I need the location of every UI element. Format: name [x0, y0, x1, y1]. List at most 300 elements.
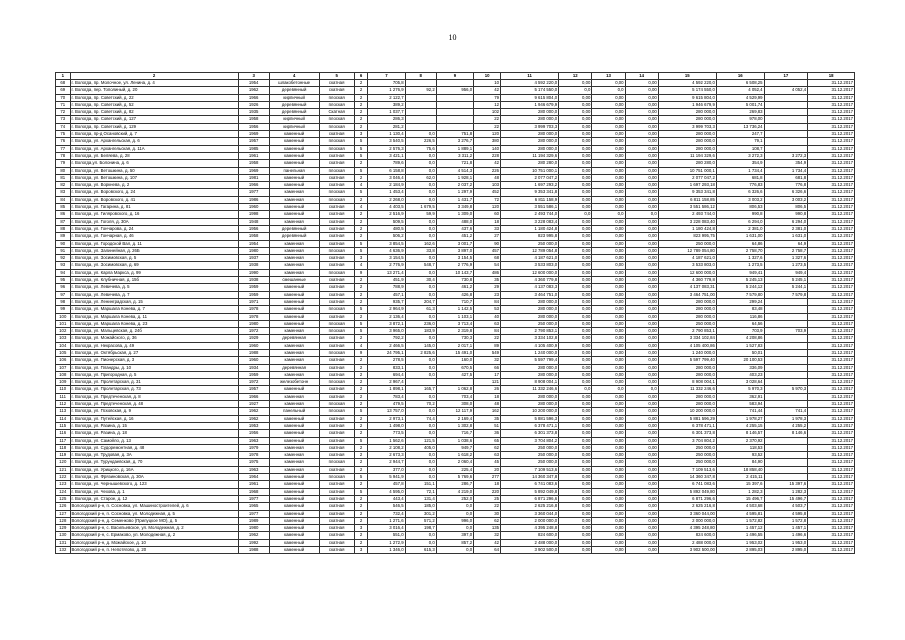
address-cell: г. Вологда, ул. Предтеченская, д. 48: [70, 401, 238, 408]
column-number-cell: 8: [405, 73, 436, 80]
table-cell: 72: [474, 196, 501, 203]
table-cell: 694,4: [368, 371, 405, 378]
table-cell: 121: [474, 379, 501, 386]
table-cell: 1980: [238, 247, 269, 254]
table-cell: 280 000,0: [501, 393, 559, 400]
table-cell: 716,7: [436, 430, 473, 437]
table-cell: 79,1: [716, 138, 764, 145]
table-cell: 681,8: [716, 174, 764, 181]
table-cell: 15 496,7: [716, 495, 764, 502]
table-cell: 0,00: [625, 328, 658, 335]
table-row: [56, 123, 855, 130]
table-cell: 3: [354, 131, 367, 138]
table-cell: 0,00: [592, 123, 625, 130]
table-cell: каменный: [269, 415, 319, 422]
table-cell: скатная: [319, 291, 354, 298]
table-cell: 2: [354, 364, 367, 371]
table-cell: 0,00: [625, 547, 658, 554]
table-cell: 0,00: [625, 510, 658, 517]
table-row: [56, 240, 855, 247]
table-cell: 681,8: [764, 174, 808, 181]
table-cell: 26: [474, 386, 501, 393]
table-cell: скатная: [319, 277, 354, 284]
table-cell: [405, 109, 436, 116]
table-cell: 457: [474, 247, 501, 254]
table-cell: 1956: [238, 123, 269, 130]
table-cell: [405, 80, 436, 87]
table-cell: 31.12.2017: [808, 298, 855, 305]
table-cell: 106: [56, 357, 71, 364]
table-cell: 31.12.2017: [808, 503, 855, 510]
table-cell: 250 000,0: [658, 444, 716, 451]
table-cell: 31.12.2017: [808, 80, 855, 87]
table-cell: 151,1: [405, 481, 436, 488]
table-cell: 1 273,5: [764, 262, 808, 269]
table-cell: 3 154,5: [436, 255, 473, 262]
table-cell: 1 276,9: [368, 87, 405, 94]
table-cell: [405, 94, 436, 101]
table-row: [56, 174, 855, 181]
table-cell: 0,00: [592, 277, 625, 284]
table-cell: 2: [354, 218, 367, 225]
table-cell: 3 228 083,4: [501, 218, 559, 225]
table-cell: 2 776,9: [436, 262, 473, 269]
table-cell: 111: [56, 393, 71, 400]
table-cell: 2 625 216,8: [658, 503, 716, 510]
address-cell: г. Вологда, ул. Фрязиновская, д. 30А: [70, 474, 238, 481]
table-cell: 548,7: [405, 262, 436, 269]
table-cell: 0,00: [592, 342, 625, 349]
table-cell: 0,00: [625, 182, 658, 189]
table-cell: 1988: [238, 547, 269, 554]
table-cell: 3 334 102,84: [658, 335, 716, 342]
address-cell: г. Вологда, ул. Псковская, д. 9: [70, 408, 238, 415]
table-cell: 269,83: [716, 109, 764, 116]
table-cell: 31.12.2017: [808, 131, 855, 138]
table-cell: 68: [56, 80, 71, 87]
address-cell: г. Вологда, ул. Старое, д. 12: [70, 495, 238, 502]
table-cell: скатная: [319, 364, 354, 371]
table-row: [56, 481, 855, 488]
table-row: [56, 131, 855, 138]
table-cell: 571,2: [405, 517, 436, 524]
table-cell: 31.12.2017: [808, 291, 855, 298]
table-cell: 42: [474, 539, 501, 546]
table-cell: 4 592 220,0: [658, 80, 716, 87]
table-cell: каменный: [269, 430, 319, 437]
table-cell: плоская: [319, 408, 354, 415]
table-cell: плоская: [319, 269, 354, 276]
table-cell: 0,00: [592, 459, 625, 466]
table-cell: 5 769,6: [436, 474, 473, 481]
table-cell: 1 297,9: [436, 189, 473, 196]
table-cell: [764, 379, 808, 386]
table-cell: 2: [354, 415, 367, 422]
table-cell: каменный: [269, 320, 319, 327]
table-cell: 776,83: [716, 182, 764, 189]
table-cell: 5 881 596,3: [501, 415, 559, 422]
table-cell: 81: [56, 174, 71, 181]
table-cell: 48: [474, 174, 501, 181]
table-cell: плоская: [319, 306, 354, 313]
table-cell: 3 999 703,3: [501, 123, 559, 130]
table-cell: 0,00: [559, 138, 592, 145]
table-cell: 2 077 047,2: [501, 174, 559, 181]
table-cell: 0,00: [625, 408, 658, 415]
table-cell: 250 000,0: [501, 459, 559, 466]
address-cell: г. Вологда, ул. Судоремонтная, д. 48: [70, 444, 238, 451]
table-cell: 31.12.2017: [808, 152, 855, 159]
address-cell: г. Вологда, ул. Пригородная, д. 5: [70, 371, 238, 378]
table-cell: 0,00: [625, 189, 658, 196]
table-cell: 14 360 347,8: [501, 474, 559, 481]
table-cell: скатная: [319, 525, 354, 532]
table-cell: 1938: [238, 262, 269, 269]
table-cell: 30,4: [405, 277, 436, 284]
table-cell: скатная: [319, 160, 354, 167]
address-cell: г. Вологда, ул. Самойло, д. 13: [70, 437, 238, 444]
table-cell: 0,00: [592, 80, 625, 87]
table-cell: 4 052,4: [764, 87, 808, 94]
table-cell: 2: [354, 277, 367, 284]
column-number-cell: 1: [56, 73, 71, 80]
table-cell: скатная: [319, 532, 354, 539]
table-cell: 31.12.2017: [808, 386, 855, 393]
table-cell: 0,00: [625, 342, 658, 349]
table-cell: 1 346,0: [368, 547, 405, 554]
address-cell: г. Вологда, ул. Трудовая, д. 3А: [70, 452, 238, 459]
table-cell: 1959: [238, 291, 269, 298]
table-cell: 0,00: [592, 401, 625, 408]
table-cell: каменная: [269, 342, 319, 349]
table-cell: 31.12.2017: [808, 109, 855, 116]
table-cell: 0,00: [559, 503, 592, 510]
table-cell: 2 000 000,0: [658, 517, 716, 524]
table-cell: каменная: [269, 349, 319, 356]
table-cell: 250 000,0: [501, 452, 559, 459]
table-cell: 2 758,7: [764, 247, 808, 254]
table-cell: 1 527,83: [716, 342, 764, 349]
table-cell: 0,00: [625, 80, 658, 87]
table-cell: 0,00: [592, 430, 625, 437]
table-cell: 1962: [238, 87, 269, 94]
column-number-cell: 2: [70, 73, 238, 80]
table-cell: 0,00: [592, 517, 625, 524]
table-cell: 1978: [238, 306, 269, 313]
table-cell: скатная: [319, 357, 354, 364]
table-cell: 95: [56, 277, 71, 284]
table-cell: каменная: [269, 189, 319, 196]
table-cell: 0,00: [559, 393, 592, 400]
table-cell: 0,0: [405, 167, 436, 174]
table-cell: 2: [354, 87, 367, 94]
table-cell: 6 741 083,6: [501, 481, 559, 488]
table-cell: 2 776,9: [368, 262, 405, 269]
address-cell: г. Вологда, ул. Залинейная, д. 26Б: [70, 247, 238, 254]
table-cell: 2: [354, 393, 367, 400]
table-cell: [764, 131, 808, 138]
table-cell: 0,00: [559, 145, 592, 152]
registry-table: [55, 72, 855, 554]
table-cell: 280 000,0: [501, 364, 559, 371]
table-cell: 31.12.2017: [808, 357, 855, 364]
table-cell: 5 892 049,80: [658, 488, 716, 495]
table-cell: деревянная: [269, 364, 319, 371]
table-cell: 0,0: [559, 386, 592, 393]
table-cell: 3 872,1: [368, 320, 405, 327]
table-cell: 121,5: [405, 437, 436, 444]
address-cell: г. Вологда, ул. Беляева, д. 28: [70, 152, 238, 159]
table-cell: каменный: [269, 474, 319, 481]
table-cell: 79: [474, 94, 501, 101]
table-cell: 0,00: [559, 488, 592, 495]
table-cell: 443,4: [368, 495, 405, 502]
table-cell: 6 811 158,85: [658, 196, 716, 203]
table-cell: 1965: [238, 503, 269, 510]
table-cell: 75: [56, 131, 71, 138]
table-cell: плоская: [319, 189, 354, 196]
table-cell: 2: [354, 298, 367, 305]
table-cell: 12 600 000,0: [658, 269, 716, 276]
table-cell: 10 751 000,1: [658, 167, 716, 174]
table-cell: 9: [354, 269, 367, 276]
table-cell: 0,0: [405, 393, 436, 400]
address-cell: г. Вологда, ул. Левичева, д. 7: [70, 291, 238, 298]
table-cell: 2 017,1: [436, 342, 473, 349]
table-cell: 1980: [238, 320, 269, 327]
table-cell: 0,00: [559, 284, 592, 291]
table-cell: 0,00: [592, 510, 625, 517]
table-cell: 3 016,4: [368, 525, 405, 532]
table-cell: 5: [354, 167, 367, 174]
table-cell: 15 397,6: [764, 481, 808, 488]
table-cell: 84: [56, 196, 71, 203]
table-cell: 0,00: [559, 547, 592, 554]
table-cell: 0,00: [625, 167, 658, 174]
table-cell: 0,0: [405, 233, 436, 240]
table-cell: 280 000,0: [501, 371, 559, 378]
table-cell: 24 795,1: [368, 349, 405, 356]
table-cell: скатная: [319, 131, 354, 138]
table-cell: 0,00: [625, 452, 658, 459]
table-cell: 40: [474, 313, 501, 320]
table-cell: 280 000,0: [501, 109, 559, 116]
table-cell: 0,00: [592, 379, 625, 386]
table-cell: 31.12.2017: [808, 313, 855, 320]
table-cell: 2: [354, 116, 367, 123]
table-cell: скатная: [319, 415, 354, 422]
table-cell: 583,94: [716, 401, 764, 408]
table-cell: 6 326,6: [764, 189, 808, 196]
table-cell: 0,00: [592, 393, 625, 400]
table-cell: 0,00: [592, 503, 625, 510]
table-cell: 0,00: [592, 525, 625, 532]
table-cell: 1985: [238, 145, 269, 152]
table-cell: 31.12.2017: [808, 247, 855, 254]
table-row: [56, 437, 855, 444]
table-cell: 0,0: [405, 313, 436, 320]
table-row: [56, 510, 855, 517]
table-cell: 22: [474, 123, 501, 130]
table-row: [56, 211, 855, 218]
table-cell: скатная: [319, 517, 354, 524]
table-cell: 1 978,27: [716, 415, 764, 422]
table-cell: 0,00: [625, 255, 658, 262]
table-row: [56, 182, 855, 189]
table-cell: скатная: [319, 422, 354, 429]
table-cell: 31.12.2017: [808, 211, 855, 218]
table-cell: 108: [56, 371, 71, 378]
table-cell: скатная: [319, 80, 354, 87]
table-cell: скатная: [319, 233, 354, 240]
table-cell: [764, 357, 808, 364]
table-row: [56, 517, 855, 524]
table-cell: [764, 393, 808, 400]
table-cell: 0,0: [405, 335, 436, 342]
table-cell: 42: [474, 160, 501, 167]
table-cell: плоская: [319, 401, 354, 408]
table-cell: 31.12.2017: [808, 474, 855, 481]
table-cell: 131: [56, 539, 71, 546]
table-cell: 783,4: [368, 393, 405, 400]
table-cell: 115: [56, 422, 71, 429]
table-cell: 0,00: [559, 474, 592, 481]
table-cell: 121: [56, 466, 71, 473]
table-cell: 2 576,3: [368, 145, 405, 152]
table-cell: 362,91: [716, 393, 764, 400]
table-cell: 1 327,6: [764, 255, 808, 262]
table-cell: 990,8: [764, 211, 808, 218]
table-cell: 0,00: [592, 145, 625, 152]
table-cell: 1 631,00: [716, 233, 764, 240]
table-cell: 225,4: [436, 466, 473, 473]
address-cell: г. Вологда, ул. Маршала Конева, д. 23: [70, 320, 238, 327]
table-cell: 0,0: [405, 452, 436, 459]
table-cell: 0,00: [559, 364, 592, 371]
table-cell: 280 000,0: [658, 138, 716, 145]
address-cell: г. Вологда, ул. Гончарная, д. 46: [70, 233, 238, 240]
table-cell: 280 000,0: [658, 371, 716, 378]
table-cell: 1 953,02: [716, 539, 764, 546]
table-cell: 79: [56, 160, 71, 167]
table-cell: 703,9: [764, 328, 808, 335]
table-cell: 0,00: [559, 196, 592, 203]
table-cell: каменный: [269, 306, 319, 313]
table-cell: 78: [56, 152, 71, 159]
address-cell: г. Вологда, пр. Молочное, ул. Ленина, д. 4: [70, 80, 238, 87]
table-cell: 2: [354, 481, 367, 488]
table-cell: 2: [354, 495, 367, 502]
table-cell: 103: [56, 335, 71, 342]
table-cell: 2: [354, 466, 367, 473]
table-cell: 280 000,0: [658, 313, 716, 320]
table-cell: 0,00: [592, 167, 625, 174]
table-row: [56, 364, 855, 371]
address-cell: г. Вологда, ул. Клубничная, д. 15б: [70, 277, 238, 284]
table-cell: 74: [56, 123, 71, 130]
table-cell: 3 001,7: [436, 240, 473, 247]
address-cell: г. Вологда, пр-д Осановский, д. 7: [70, 131, 238, 138]
table-cell: каменный: [269, 160, 319, 167]
table-cell: 2 895,0: [764, 547, 808, 554]
table-cell: 31.12.2017: [808, 269, 855, 276]
table-cell: 0,00: [592, 196, 625, 203]
column-number-cell: 13: [592, 73, 625, 80]
table-cell: 3 965,0: [368, 328, 405, 335]
table-cell: 6 741 083,6: [658, 481, 716, 488]
table-cell: 280 000,0: [658, 306, 716, 313]
table-cell: 1 103,1: [436, 313, 473, 320]
table-cell: 29: [474, 284, 501, 291]
table-cell: 2: [354, 517, 367, 524]
table-cell: 31.12.2017: [808, 510, 855, 517]
table-cell: 54: [474, 262, 501, 269]
table-cell: 123: [56, 481, 71, 488]
table-cell: 2 000 000,0: [501, 517, 559, 524]
table-cell: 506,2: [368, 233, 405, 240]
table-cell: 30: [474, 510, 501, 517]
table-cell: 2: [354, 459, 367, 466]
table-cell: [436, 80, 473, 87]
table-cell: 0,00: [625, 284, 658, 291]
table-cell: 0,00: [559, 306, 592, 313]
table-cell: 77: [56, 145, 71, 152]
table-cell: 3 228 083,40: [658, 218, 716, 225]
table-cell: 2: [354, 386, 367, 393]
table-cell: 1954: [238, 240, 269, 247]
table-row: [56, 116, 855, 123]
table-cell: 0,00: [559, 517, 592, 524]
table-cell: 12 789 054,80: [658, 247, 716, 254]
table-cell: 0,00: [592, 284, 625, 291]
table-cell: 31.12.2017: [808, 123, 855, 130]
address-cell: г. Вологда, ул. Ветошкина, д. 107: [70, 174, 238, 181]
address-cell: г. Вологда, пер. Тополиный, д. 20: [70, 87, 238, 94]
table-cell: плоская: [319, 379, 354, 386]
table-row: [56, 408, 855, 415]
table-cell: 457,1: [368, 291, 405, 298]
table-cell: 31.12.2017: [808, 349, 855, 356]
table-cell: 1 889,1: [436, 145, 473, 152]
table-cell: 8 908 004,1: [501, 379, 559, 386]
table-cell: 160,0: [436, 357, 473, 364]
table-cell: 1958: [238, 160, 269, 167]
table-cell: 2: [354, 101, 367, 108]
table-cell: 68: [474, 255, 501, 262]
table-row: [56, 525, 855, 532]
table-cell: 280 000,0: [658, 401, 716, 408]
table-cell: 806,53: [716, 204, 764, 211]
table-cell: скатная: [319, 152, 354, 159]
table-cell: плоская: [319, 145, 354, 152]
table-row: [56, 269, 855, 276]
table-cell: 10 200 000,0: [501, 408, 559, 415]
table-cell: 299,24: [716, 298, 764, 305]
table-cell: 5 941,9: [368, 474, 405, 481]
table-cell: 4: [354, 182, 367, 189]
address-cell: г. Вологда, пр. Советский, д. 129: [70, 123, 238, 130]
table-cell: 0,00: [559, 313, 592, 320]
table-cell: 31.12.2017: [808, 277, 855, 284]
table-cell: 0,00: [625, 138, 658, 145]
table-cell: [436, 116, 473, 123]
table-cell: 0,00: [559, 123, 592, 130]
table-cell: 0,00: [625, 539, 658, 546]
table-cell: 1 946 679,9: [658, 101, 716, 108]
table-cell: 5 174 550,0: [658, 87, 716, 94]
table-cell: 1935: [238, 109, 269, 116]
address-cell: г. Вологда, ул. Турундаевская, д. 70: [70, 459, 238, 466]
